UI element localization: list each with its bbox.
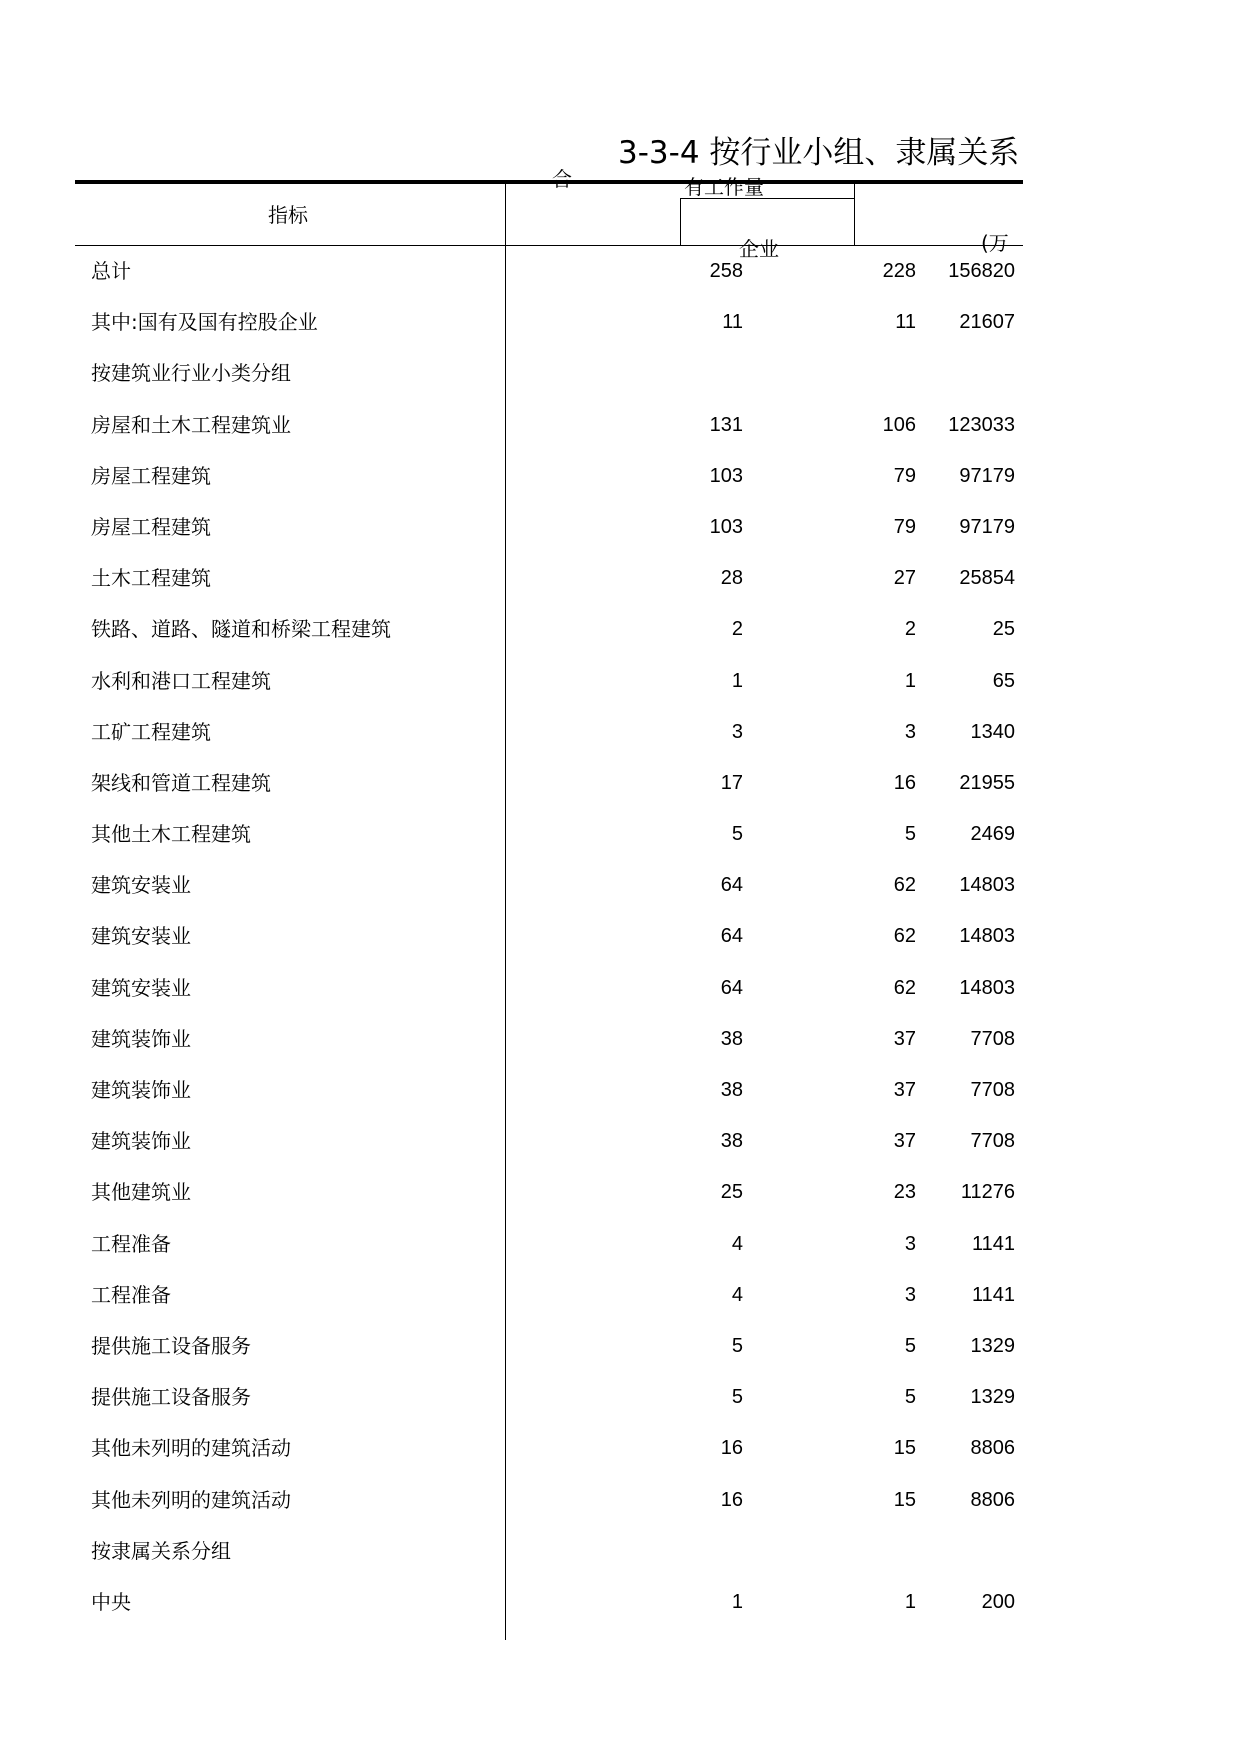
cell-col2: 79 [893, 464, 916, 487]
cell-col1: 2 [731, 618, 743, 641]
cell-col2: 37 [893, 1130, 916, 1153]
table-row [75, 1321, 1023, 1372]
cell-col3: 1329 [970, 1386, 1015, 1409]
cell-col1: 258 [709, 260, 743, 282]
table-row [75, 1014, 1023, 1065]
cell-col1: 103 [709, 515, 743, 538]
header-col2-bottom-fragment: 企业 [739, 237, 779, 261]
row-label: 其他土木工程建筑 [91, 822, 251, 847]
row-label: 架线和管道工程建筑 [91, 770, 271, 795]
cell-col2: 1 [904, 669, 916, 692]
row-label: 房屋和土木工程建筑业 [91, 412, 291, 437]
header-col2-top-fragment: 有工作量 [684, 175, 764, 199]
row-label: 其他建筑业 [91, 1180, 191, 1205]
row-label: 建筑装饰业 [91, 1078, 191, 1102]
cell-col3: 1340 [970, 720, 1015, 743]
cell-col2: 62 [893, 874, 916, 897]
table-row [75, 1065, 1023, 1116]
table-row [75, 553, 1023, 604]
cell-col2: 15 [893, 1488, 916, 1511]
cell-col2: 15 [893, 1437, 916, 1460]
cell-col3: 21955 [959, 771, 1015, 794]
cell-col1: 17 [720, 771, 743, 794]
table-row [75, 656, 1023, 707]
header-col1-fragment-clip [550, 167, 590, 193]
table-row [75, 451, 1023, 502]
table-row [75, 1526, 1023, 1577]
table-row [75, 1423, 1023, 1474]
cell-col3: 7708 [970, 1130, 1015, 1153]
table-row [75, 1475, 1023, 1526]
cell-col1: 11 [722, 311, 743, 334]
table-row [75, 348, 1023, 399]
cell-col2: 228 [882, 260, 916, 282]
cell-col3: 1329 [970, 1334, 1015, 1357]
row-label: 其他未列明的建筑活动 [91, 1487, 291, 1512]
table-row [75, 297, 1023, 348]
table-row [75, 860, 1023, 911]
header-col2-bottom-clip [735, 234, 815, 261]
cell-col3: 7708 [970, 1027, 1015, 1050]
cell-col1: 103 [709, 464, 743, 487]
table-row [75, 604, 1023, 655]
cell-col2: 37 [893, 1027, 916, 1050]
cell-col1: 64 [720, 976, 743, 999]
cell-col1: 1 [731, 1590, 743, 1613]
table-row [75, 963, 1023, 1014]
cell-col2: 3 [904, 1283, 916, 1306]
cell-col3: 7708 [970, 1079, 1015, 1101]
cell-col3: 156820 [948, 260, 1015, 282]
cell-col2: 1 [904, 1590, 916, 1613]
table-row [75, 707, 1023, 758]
cell-col1: 3 [731, 720, 743, 743]
header-col3-bottom-fragment: (万 [981, 231, 1009, 255]
cell-col1: 4 [731, 1232, 743, 1255]
table-row [75, 809, 1023, 860]
header-indicator: 指标 [268, 203, 308, 227]
row-label: 中央 [91, 1589, 131, 1614]
header-col1-fragment: 合 [552, 167, 572, 191]
cell-col2: 27 [893, 567, 916, 590]
row-label: 建筑安装业 [91, 924, 191, 949]
cell-col2: 5 [904, 1386, 916, 1409]
header-col3-bottom-clip [978, 229, 1023, 255]
cell-col2: 106 [882, 413, 916, 436]
cell-col1: 38 [720, 1130, 743, 1153]
header-col2-top-clip [684, 175, 852, 199]
cell-col2: 2 [904, 618, 916, 641]
cell-col3: 8806 [970, 1488, 1015, 1511]
top-rule [75, 180, 1023, 184]
row-label: 工程准备 [91, 1231, 171, 1256]
cell-col1: 5 [731, 823, 743, 846]
row-label: 提供施工设备服务 [91, 1333, 251, 1358]
row-label: 其他未列明的建筑活动 [91, 1436, 291, 1461]
cell-col2: 62 [893, 925, 916, 948]
table-row [75, 1372, 1023, 1423]
row-label: 建筑安装业 [91, 873, 191, 898]
cell-col3: 97179 [959, 464, 1015, 487]
cell-col1: 16 [720, 1437, 743, 1460]
row-label: 水利和港口工程建筑 [91, 668, 271, 693]
cell-col1: 38 [720, 1027, 743, 1050]
table-row [75, 1116, 1023, 1167]
cell-col2: 3 [904, 1232, 916, 1255]
cell-col2: 37 [893, 1079, 916, 1101]
col-divider-sub-right [854, 183, 855, 246]
table-row [75, 246, 1023, 297]
cell-col3: 21607 [959, 311, 1015, 334]
row-label: 其中:国有及国有控股企业 [91, 310, 318, 335]
row-label: 工矿工程建筑 [91, 719, 211, 744]
cell-col1: 28 [720, 567, 743, 590]
cell-col3: 14803 [959, 874, 1015, 897]
row-label: 铁路、道路、隧道和桥梁工程建筑 [91, 617, 391, 642]
row-label: 房屋工程建筑 [91, 514, 211, 539]
cell-col2: 79 [893, 515, 916, 538]
cell-col2: 5 [904, 1334, 916, 1357]
cell-col1: 64 [720, 874, 743, 897]
row-label: 建筑装饰业 [91, 1129, 191, 1154]
cell-col3: 2469 [970, 823, 1015, 846]
cell-col3: 1141 [971, 1283, 1015, 1306]
cell-col2: 23 [893, 1181, 916, 1204]
table-row [75, 1167, 1023, 1218]
cell-col3: 14803 [959, 976, 1015, 999]
row-label: 按建筑业行业小类分组 [91, 361, 291, 386]
cell-col2: 62 [893, 976, 916, 999]
cell-col3: 11276 [960, 1181, 1015, 1204]
cell-col3: 1141 [971, 1232, 1015, 1255]
cell-col2: 16 [893, 771, 916, 794]
table-row [75, 1270, 1023, 1321]
page-title: 3-3-4 按行业小组、隶属关系 [618, 135, 1020, 171]
table-body [75, 246, 1023, 1628]
col-divider-sub-left [680, 198, 681, 246]
table-row [75, 1219, 1023, 1270]
row-label: 按隶属关系分组 [91, 1538, 231, 1563]
cell-col3: 25 [992, 618, 1015, 641]
cell-col1: 64 [720, 925, 743, 948]
cell-col3: 65 [992, 669, 1015, 692]
cell-col1: 5 [731, 1386, 743, 1409]
table-row [75, 911, 1023, 962]
cell-col1: 1 [731, 669, 743, 692]
cell-col1: 4 [731, 1283, 743, 1306]
table-row [75, 758, 1023, 809]
table-row [75, 502, 1023, 553]
cell-col1: 5 [731, 1334, 743, 1357]
row-label: 建筑安装业 [91, 975, 191, 1000]
cell-col2: 11 [895, 311, 916, 334]
cell-col3: 200 [981, 1590, 1015, 1613]
cell-col3: 25854 [959, 567, 1015, 590]
cell-col3: 8806 [970, 1437, 1015, 1460]
row-label: 房屋工程建筑 [91, 463, 211, 488]
cell-col2: 3 [904, 720, 916, 743]
row-label: 工程准备 [91, 1282, 171, 1307]
cell-col1: 25 [720, 1181, 743, 1204]
row-label: 建筑装饰业 [91, 1026, 191, 1051]
cell-col3: 14803 [959, 925, 1015, 948]
cell-col3: 123033 [948, 413, 1015, 436]
cell-col3: 97179 [959, 515, 1015, 538]
cell-col1: 131 [709, 413, 743, 436]
table-row [75, 1577, 1023, 1628]
row-label: 提供施工设备服务 [91, 1385, 251, 1410]
table-row [75, 400, 1023, 451]
cell-col1: 38 [720, 1079, 743, 1101]
row-label: 土木工程建筑 [91, 566, 211, 591]
cell-col2: 5 [904, 823, 916, 846]
row-label: 总计 [91, 259, 131, 283]
cell-col1: 16 [720, 1488, 743, 1511]
